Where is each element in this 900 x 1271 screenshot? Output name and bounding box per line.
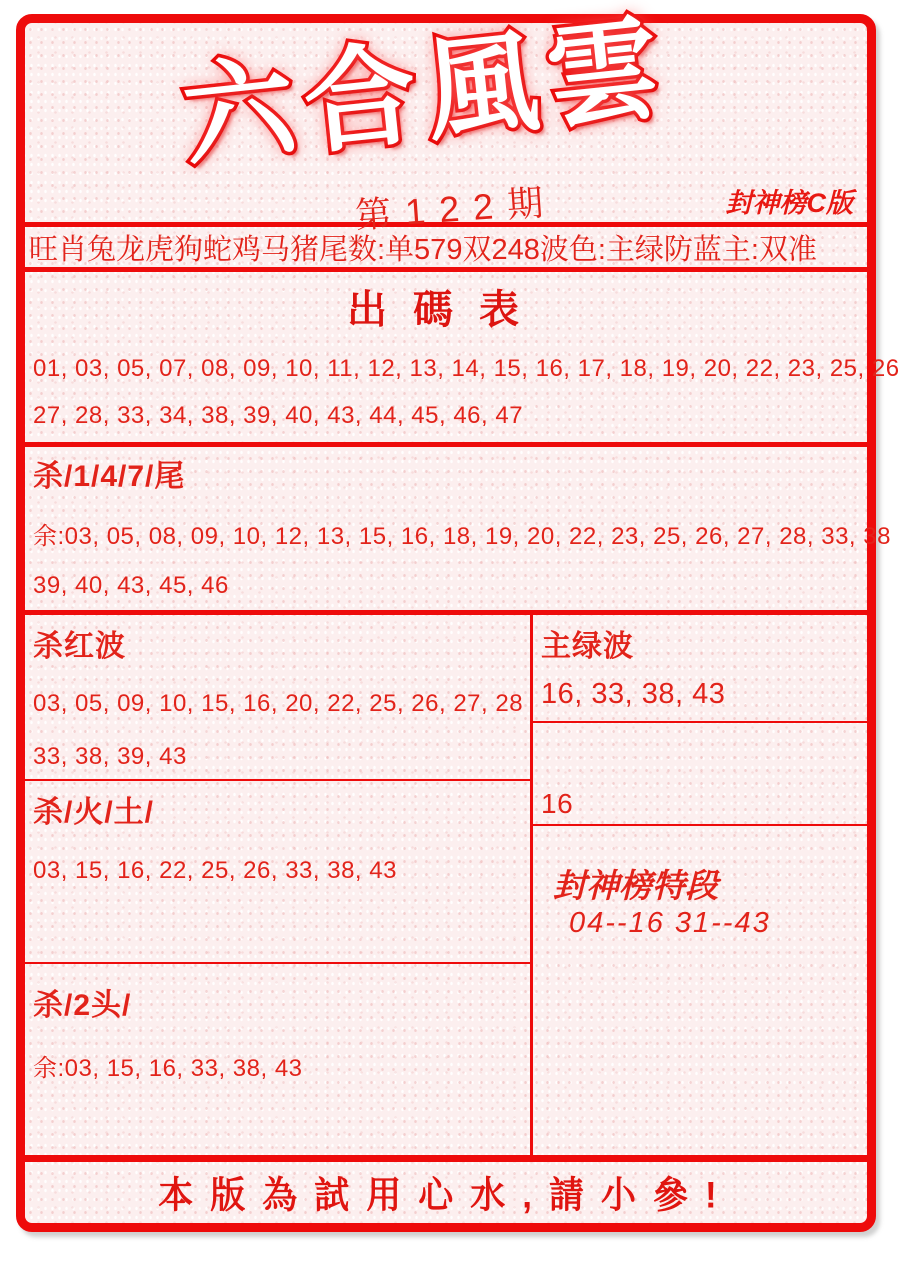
header bbox=[25, 4, 867, 236]
sha-2-tou-label: 杀/2头/ bbox=[33, 989, 132, 1022]
page-title: 六合風雲 bbox=[176, 4, 676, 181]
sha-huo-tu-label: 杀/火/土/ bbox=[33, 796, 155, 829]
footer-text: 本版為試用心水,請小參! bbox=[158, 1174, 734, 1216]
cell-sha-hong-bo bbox=[25, 615, 530, 781]
sha-147-wei-line-2: 39, 40, 43, 45, 46 bbox=[33, 572, 229, 599]
zhu-lv-bo-line-1: 16, 33, 38, 43 bbox=[541, 678, 726, 710]
left-column bbox=[25, 615, 530, 1155]
right-column bbox=[533, 615, 867, 1155]
tip-sheet-page bbox=[16, 4, 900, 1232]
tip-strip-text: 旺肖兔龙虎狗蛇鸡马猪尾数:单579双248波色:主绿防蓝主:双准 bbox=[29, 233, 817, 266]
te-duan-value: 04--16 31--43 bbox=[569, 907, 771, 939]
chuma-line-1: 01, 03, 05, 07, 08, 09, 10, 11, 12, 13, 14, 15, 16, 17, 18, 19, 20, 22, 23, 25, 26 bbox=[33, 354, 900, 382]
chuma-title: 出碼表 bbox=[347, 288, 545, 332]
two-column-grid bbox=[25, 610, 867, 1155]
cell-single-number bbox=[533, 723, 867, 826]
section-chuma-table bbox=[25, 272, 900, 442]
zhu-lv-bo-label: 主绿波 bbox=[541, 630, 634, 663]
cell-sha-2-tou bbox=[25, 964, 530, 1155]
sha-147-wei-label: 杀/1/4/7/尾 bbox=[33, 460, 186, 493]
cell-te-duan bbox=[533, 826, 867, 1155]
cell-zhu-lv-bo bbox=[533, 615, 867, 723]
footer-banner bbox=[25, 1155, 867, 1223]
chuma-line-2: 27, 28, 33, 34, 38, 39, 40, 43, 44, 45, 46, 47 bbox=[33, 402, 524, 429]
te-duan-label: 封神榜特段 bbox=[553, 867, 718, 904]
section-sha-147-wei bbox=[25, 442, 891, 610]
sha-2-tou-line-1: 余:03, 15, 16, 33, 38, 43 bbox=[33, 1055, 303, 1082]
issue-number: 第122期 bbox=[353, 180, 559, 236]
single-number-value: 16 bbox=[541, 788, 574, 819]
cell-sha-huo-tu bbox=[25, 781, 530, 964]
sha-147-wei-line-1: 余:03, 05, 08, 09, 10, 12, 13, 15, 16, 18, 19, 20, 22, 23, 25, 26, 27, 28, 33, 38 bbox=[33, 523, 891, 550]
sha-hong-bo-line-1: 03, 05, 09, 10, 15, 16, 20, 22, 25, 26, 27, 28 bbox=[33, 690, 524, 717]
edition-label: 封神榜C版 bbox=[725, 188, 853, 218]
sha-huo-tu-line-1: 03, 15, 16, 22, 25, 26, 33, 38, 43 bbox=[33, 857, 397, 884]
sha-hong-bo-label: 杀红波 bbox=[33, 630, 126, 663]
sha-hong-bo-line-2: 33, 38, 39, 43 bbox=[33, 743, 187, 770]
